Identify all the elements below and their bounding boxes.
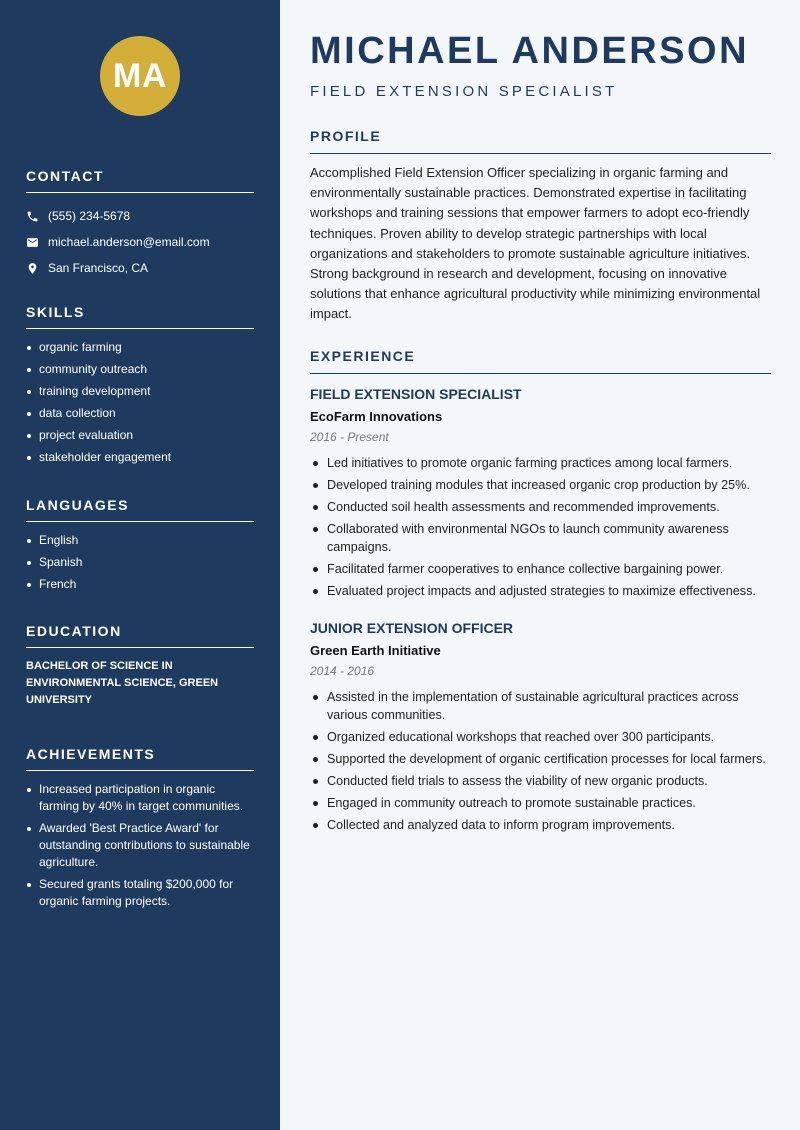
contact-phone: [26, 203, 254, 229]
location-pin-icon: [26, 262, 39, 275]
education-section: [26, 623, 254, 709]
contact-section: [26, 168, 254, 281]
achievements-heading: ACHIEVEMENTS: [26, 746, 254, 771]
job-dates: 2014 - 2016: [310, 664, 375, 678]
job-bullet: Collected and analyzed data to inform program improvements.: [310, 816, 771, 834]
job-entry: [310, 620, 771, 838]
achievements-section: [26, 746, 254, 915]
language-item: Spanish: [26, 554, 254, 571]
skill-item: community outreach: [26, 361, 254, 378]
job-bullet: Conducted soil health assessments and recommended improvements.: [310, 498, 771, 516]
location-text: San Francisco, CA: [48, 261, 149, 275]
email-text: michael.anderson@email.com: [48, 235, 210, 249]
skill-item: project evaluation: [26, 427, 254, 444]
languages-section: [26, 497, 254, 598]
skill-item: organic farming: [26, 339, 254, 356]
profile-text: Accomplished Field Extension Officer specializing in organic farming and environmentally sustainable practices. Demonstrated expertise in facilitating workshops and training sessions that empower farmers to adopt eco-friendly techniques. Proven ability to develop strategic partnerships with local organizations and stakeholders to promote sustainable agriculture initiatives. Strong background in research and development, focusing on innovative solutions that enhance agricultural productivity while minimizing environmental impact.: [310, 165, 761, 322]
skill-item: training development: [26, 383, 254, 400]
job-bullet: Developed training modules that increased organic crop production by 25%.: [310, 476, 771, 494]
job-company: Green Earth Initiative: [310, 643, 441, 658]
job-bullet: Conducted field trials to assess the viability of new organic products.: [310, 772, 771, 790]
email-icon: [26, 236, 39, 249]
job-bullets: [310, 688, 771, 834]
job-bullet: Assisted in the implementation of sustainable agricultural practices across various communities.: [310, 688, 771, 724]
job-role: JUNIOR EXTENSION OFFICER: [310, 620, 514, 636]
job-bullet: Collaborated with environmental NGOs to launch community awareness campaigns.: [310, 520, 771, 556]
job-bullet: Led initiatives to promote organic farming practices among local farmers.: [310, 454, 771, 472]
achievements-list: [26, 781, 254, 910]
candidate-title: FIELD EXTENSION SPECIALIST: [310, 83, 618, 100]
languages-heading: LANGUAGES: [26, 497, 254, 522]
language-item: French: [26, 576, 254, 593]
skills-section: [26, 304, 254, 471]
experience-heading: EXPERIENCE: [310, 348, 771, 374]
job-bullet: Facilitated farmer cooperatives to enhance collective bargaining power.: [310, 560, 771, 578]
skills-list: [26, 339, 254, 466]
phone-text: (555) 234-5678: [48, 209, 131, 223]
education-degree: BACHELOR OF SCIENCE IN ENVIRONMENTAL SCIENCE, GREEN UNIVERSITY: [26, 660, 219, 706]
skills-heading: SKILLS: [26, 304, 254, 329]
sidebar: [0, 0, 280, 1130]
achievement-item: Secured grants totaling $200,000 for organic farming projects.: [26, 876, 254, 910]
job-bullet: Engaged in community outreach to promote sustainable practices.: [310, 794, 771, 812]
job-company: EcoFarm Innovations: [310, 409, 443, 424]
skill-item: data collection: [26, 405, 254, 422]
contact-email: [26, 229, 254, 255]
job-bullet: Supported the development of organic certification processes for local farmers.: [310, 750, 771, 768]
job-entry: [310, 386, 771, 604]
job-bullet: Organized educational workshops that reached over 300 participants.: [310, 728, 771, 746]
contact-location: [26, 255, 254, 281]
job-bullet: Evaluated project impacts and adjusted strategies to maximize effectiveness.: [310, 582, 771, 600]
contact-heading: CONTACT: [26, 168, 254, 193]
candidate-name: MICHAEL ANDERSON: [310, 30, 750, 72]
avatar: MA: [100, 36, 180, 116]
job-bullets: [310, 454, 771, 600]
education-heading: EDUCATION: [26, 623, 254, 648]
skill-item: stakeholder engagement: [26, 449, 254, 466]
profile-heading: PROFILE: [310, 128, 771, 154]
achievement-item: Increased participation in organic farming by 40% in target communities.: [26, 781, 254, 815]
achievement-item: Awarded 'Best Practice Award' for outstanding contributions to sustainable agriculture.: [26, 820, 254, 871]
phone-icon: [26, 210, 39, 223]
job-dates: 2016 - Present: [310, 430, 389, 444]
language-item: English: [26, 532, 254, 549]
job-role: FIELD EXTENSION SPECIALIST: [310, 386, 522, 402]
languages-list: [26, 532, 254, 593]
